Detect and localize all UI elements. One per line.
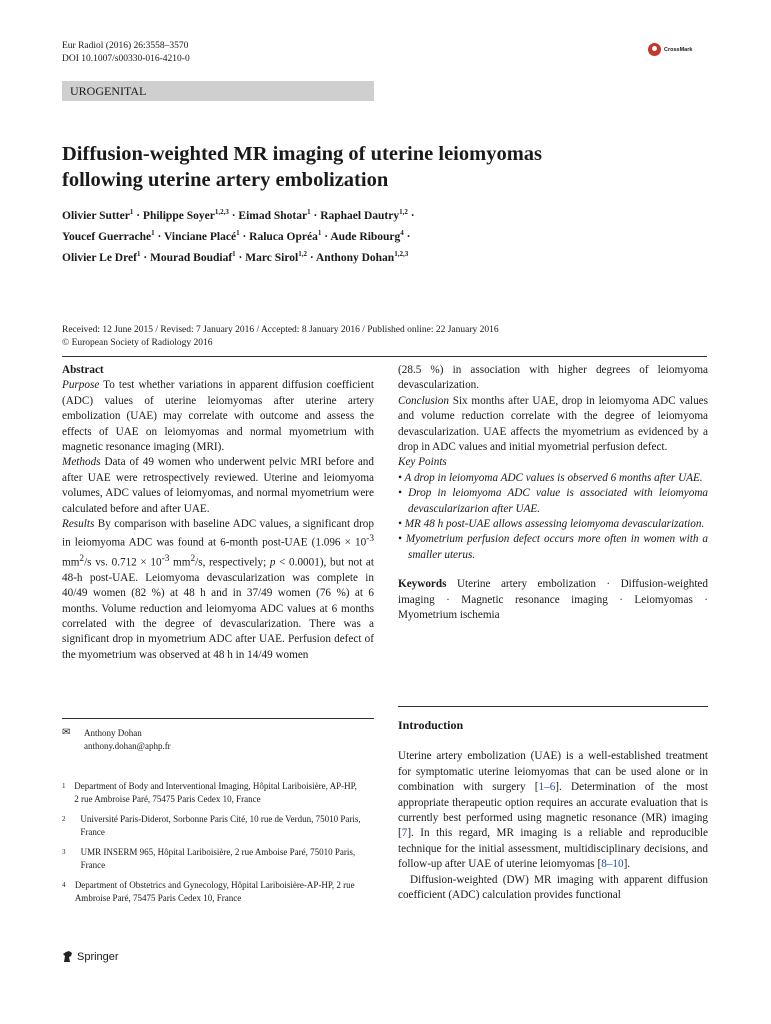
intro-paragraph-2: Diffusion-weighted (DW) MR imaging with apparent diffusion coefficient (ADC) calculation provides functional <box>398 873 708 902</box>
results-text: By comparison with baseline ADC values, a significant drop in leiomyoma ADC was found at 6-month post-UAE (1.096 × 10 <box>62 518 374 550</box>
doi[interactable]: DOI 10.1007/s00330-016-4210-0 <box>62 54 190 64</box>
keypoint-item: • MR 48 h post-UAE allows assessing leiomyoma devascularization. <box>398 518 705 531</box>
citation-link[interactable]: 8–10 <box>601 858 624 871</box>
conclusion-text: Six months after UAE, drop in leiomyoma ADC values and volume reduction correlate with the degree of leiomyoma devascularization. UAE affects the myometrium as evidenced by a drop in ADC values and initial myometrial perfusion defect. <box>398 394 708 454</box>
author-affil: 1,2 <box>399 208 408 216</box>
author-name[interactable]: Youcef Guerrache <box>62 230 152 243</box>
intro-text: Uterine artery embolization (UAE) is a well-established treatment for symptomatic uterine leiomyomas that can be used alone or in combination with surgery [ <box>398 750 708 794</box>
citation-link[interactable]: 1–6 <box>538 781 556 794</box>
publication-history <box>62 324 722 350</box>
author-affil: 1 <box>232 249 236 258</box>
introduction-heading: Introduction <box>398 718 464 732</box>
author-name[interactable]: Olivier Le Dref <box>62 251 137 264</box>
affiliation-text: UMR INSERM 965, Hôpital Lariboisière, 2 rue Amboise Paré, 75010 Paris, France <box>80 847 356 870</box>
keypoint-item: • Myometrium perfusion defect occurs more often in women with a smaller uterus. <box>398 533 708 561</box>
abstract-heading: Abstract <box>62 364 104 376</box>
author-affil: 1 <box>151 228 155 237</box>
publisher-logo <box>62 950 119 963</box>
author-name[interactable]: Eimad Shotar <box>238 209 308 222</box>
crossmark-label: CrossMark <box>664 46 693 53</box>
author-affil: 1 <box>136 249 141 258</box>
corresponding-email[interactable]: anthony.dohan@aphp.fr <box>84 740 171 751</box>
author-name[interactable]: Philippe Soyer <box>142 209 215 222</box>
article-title <box>62 141 702 193</box>
journal-citation: Eur Radiol (2016) 26:3558–3570 <box>62 41 189 51</box>
purpose-text: To test whether variations in apparent diffusion coefficient (ADC) values of uterine leiomyomas after uterine artery embolization (UAE) may correlate with outcome and assess the effects of UAE on leiomyomas and normal myometrium with magnetic resonance imaging (MRI). <box>62 379 374 454</box>
envelope-icon: ✉ <box>62 727 71 738</box>
citation-link[interactable]: 7 <box>401 827 408 840</box>
author-name[interactable]: Anthony Dohan <box>315 251 395 264</box>
author-name[interactable]: Raphael Dautry <box>320 209 400 222</box>
intro-paragraph-1 <box>398 749 708 872</box>
author-affil: 1 <box>129 208 134 216</box>
affiliation-number: 2 <box>62 815 66 823</box>
author-affil: 1,2,3 <box>394 249 409 258</box>
author-line-3: Olivier Le Dref$^1$ · Mourad Boudiaf$^1$ · Marc Sirol$^{1,2}$ · Anthony Dohan$^{1,2,3}$ <box>62 249 409 264</box>
results-text: /s, respectively; <box>195 556 270 569</box>
divider <box>62 356 707 357</box>
keypoints-heading: Key Points <box>398 456 447 469</box>
intro-text: ]. <box>623 858 631 871</box>
affiliations <box>62 780 362 912</box>
abstract-right-column <box>398 363 708 624</box>
abstract-methods <box>62 455 374 517</box>
results-label: Results <box>62 518 95 531</box>
methods-label: Methods <box>62 456 101 469</box>
intro-text: ]. In this regard, MR imaging is a reliable and reproducible technique for the initial assessment, multidisciplinary decisions, and follow-up after UAE of uterine leiomyomas [ <box>398 827 708 871</box>
abstract-purpose <box>62 378 374 455</box>
affiliation-item <box>62 846 362 871</box>
footnote-divider <box>62 718 374 719</box>
results-sup: -3 <box>161 553 170 564</box>
keywords-label: Keywords <box>398 578 447 591</box>
results-text: < 0.0001), but not at 48-h post-UAE. Leiomyoma devascularization was complete in 40/49 women (82 %) at 48 h and in 37/49 women (76 %) at 6 months. Volume reduction and leiomyoma ADC values at 6 months correlated with the degree of devascularization. There was a significant drop in myometrium ADC after UAE. Perfusion defect of the myometrium was observed at 48 h in 14/49 women <box>62 556 374 661</box>
received-dates: Received: 12 June 2015 / Revised: 7 January 2016 / Accepted: 8 January 2016 / Published online: 22 January 2016 <box>62 325 499 335</box>
intro-text: ]. Determination of the most appropriate therapeutic option requires an accurate evaluation that is currently best performed using magnetic resonance (MR) imaging [ <box>398 781 708 840</box>
affiliation-item <box>62 813 362 838</box>
keypoint-item: • Drop in leiomyoma ADC value is associated with leiomyoma devascularizarion after UAE. <box>398 487 708 515</box>
author-affil: 1,2,3 <box>214 208 229 216</box>
author-name[interactable]: Raluca Opréa <box>249 230 318 243</box>
section-label: UROGENITAL <box>62 81 374 101</box>
crossmark-icon <box>648 43 661 56</box>
crossmark-badge[interactable] <box>648 43 692 56</box>
corresponding-author: Anthony Dohan <box>84 728 142 738</box>
copyright: © European Society of Radiology 2016 <box>62 338 213 348</box>
results-sup: 2 <box>190 553 196 564</box>
author-affil: 4 <box>400 228 404 237</box>
author-name[interactable]: Aude Ribourg <box>330 230 401 243</box>
author-line-1: Olivier Sutter$^1$ · Philippe Soyer$^{1,2,3}$ · Eimad Shotar$^1$ · Raphael Dautry$^{1,2}$ · <box>62 208 415 222</box>
author-affil: 1 <box>307 208 311 216</box>
author-name[interactable]: Mourad Boudiaf <box>150 251 233 264</box>
affiliation-number: 3 <box>62 848 66 856</box>
affiliation-item <box>62 879 362 904</box>
correspondence <box>62 727 374 752</box>
author-name[interactable]: Vinciane Placé <box>164 230 237 243</box>
abstract-left-column <box>62 363 374 663</box>
author-line-2: Youcef Guerrache$^1$ · Vinciane Placé$^1$ · Raluca Opréa$^1$ · Aude Ribourg$^4$ · <box>62 228 411 243</box>
methods-text: Data of 49 women who underwent pelvic MRI before and after UAE were retrospectively reviewed. Uterine and leiomyoma volumes, ADC values of leiomyomas, and normal myometrium were calculated before and after UAE. <box>62 456 374 515</box>
affiliation-number: 4 <box>62 881 66 889</box>
results-sup: -3 <box>366 534 374 545</box>
publisher-name: Springer <box>77 950 119 963</box>
author-affil: 1,2 <box>298 249 307 258</box>
abstract-results <box>62 517 374 663</box>
affiliation-text: Université Paris-Diderot, Sorbonne Paris Cité, 10 rue de Verdun, 75010 Paris, France <box>80 814 361 837</box>
section-divider <box>398 706 708 707</box>
results-pvalue: p <box>269 556 276 569</box>
title-line-2: following uterine artery embolization <box>62 169 389 191</box>
results-text: mm <box>169 556 191 569</box>
springer-horse-icon <box>62 950 74 963</box>
results-sup: 2 <box>79 553 85 564</box>
keywords-text: Uterine artery embolization · Diffusion-weighted imaging · Magnetic resonance imaging · Leiomyomas · Myometrium ischemia <box>398 578 708 622</box>
results-text: mm <box>62 556 80 569</box>
author-name[interactable]: Olivier Sutter <box>62 209 130 222</box>
results-continued: (28.5 %) in association with higher degrees of leiomyoma devascularization. <box>398 364 708 392</box>
affiliation-text: Department of Obstetrics and Gynecology, Hôpital Lariboisière-AP-HP, 2 rue Ambroise Paré, 75475 Paris Cedex 10, France <box>74 880 355 903</box>
conclusion-label: Conclusion <box>398 394 449 407</box>
author-name[interactable]: Marc Sirol <box>245 251 299 264</box>
affiliation-number: 1 <box>62 782 66 790</box>
results-text: /s vs. 0.712 × 10 <box>84 556 162 569</box>
affiliation-text: Department of Body and Interventional Imaging, Hôpital Lariboisière, AP-HP, 2 rue Ambroise Paré, 75475 Paris Cedex 10, France <box>74 781 357 804</box>
abstract-conclusion <box>398 394 708 456</box>
purpose-label: Purpose <box>62 379 100 392</box>
title-line-1: Diffusion-weighted MR imaging of uterine leiomyomas <box>62 143 542 165</box>
keywords <box>398 577 708 623</box>
author-list <box>62 204 702 266</box>
author-affil: 1 <box>317 228 322 237</box>
keypoint-item: • A drop in leiomyoma ADC values is observed 6 months after UAE. <box>398 471 703 484</box>
author-affil: 1 <box>236 228 240 237</box>
affiliation-item <box>62 780 362 805</box>
introduction <box>398 718 708 903</box>
